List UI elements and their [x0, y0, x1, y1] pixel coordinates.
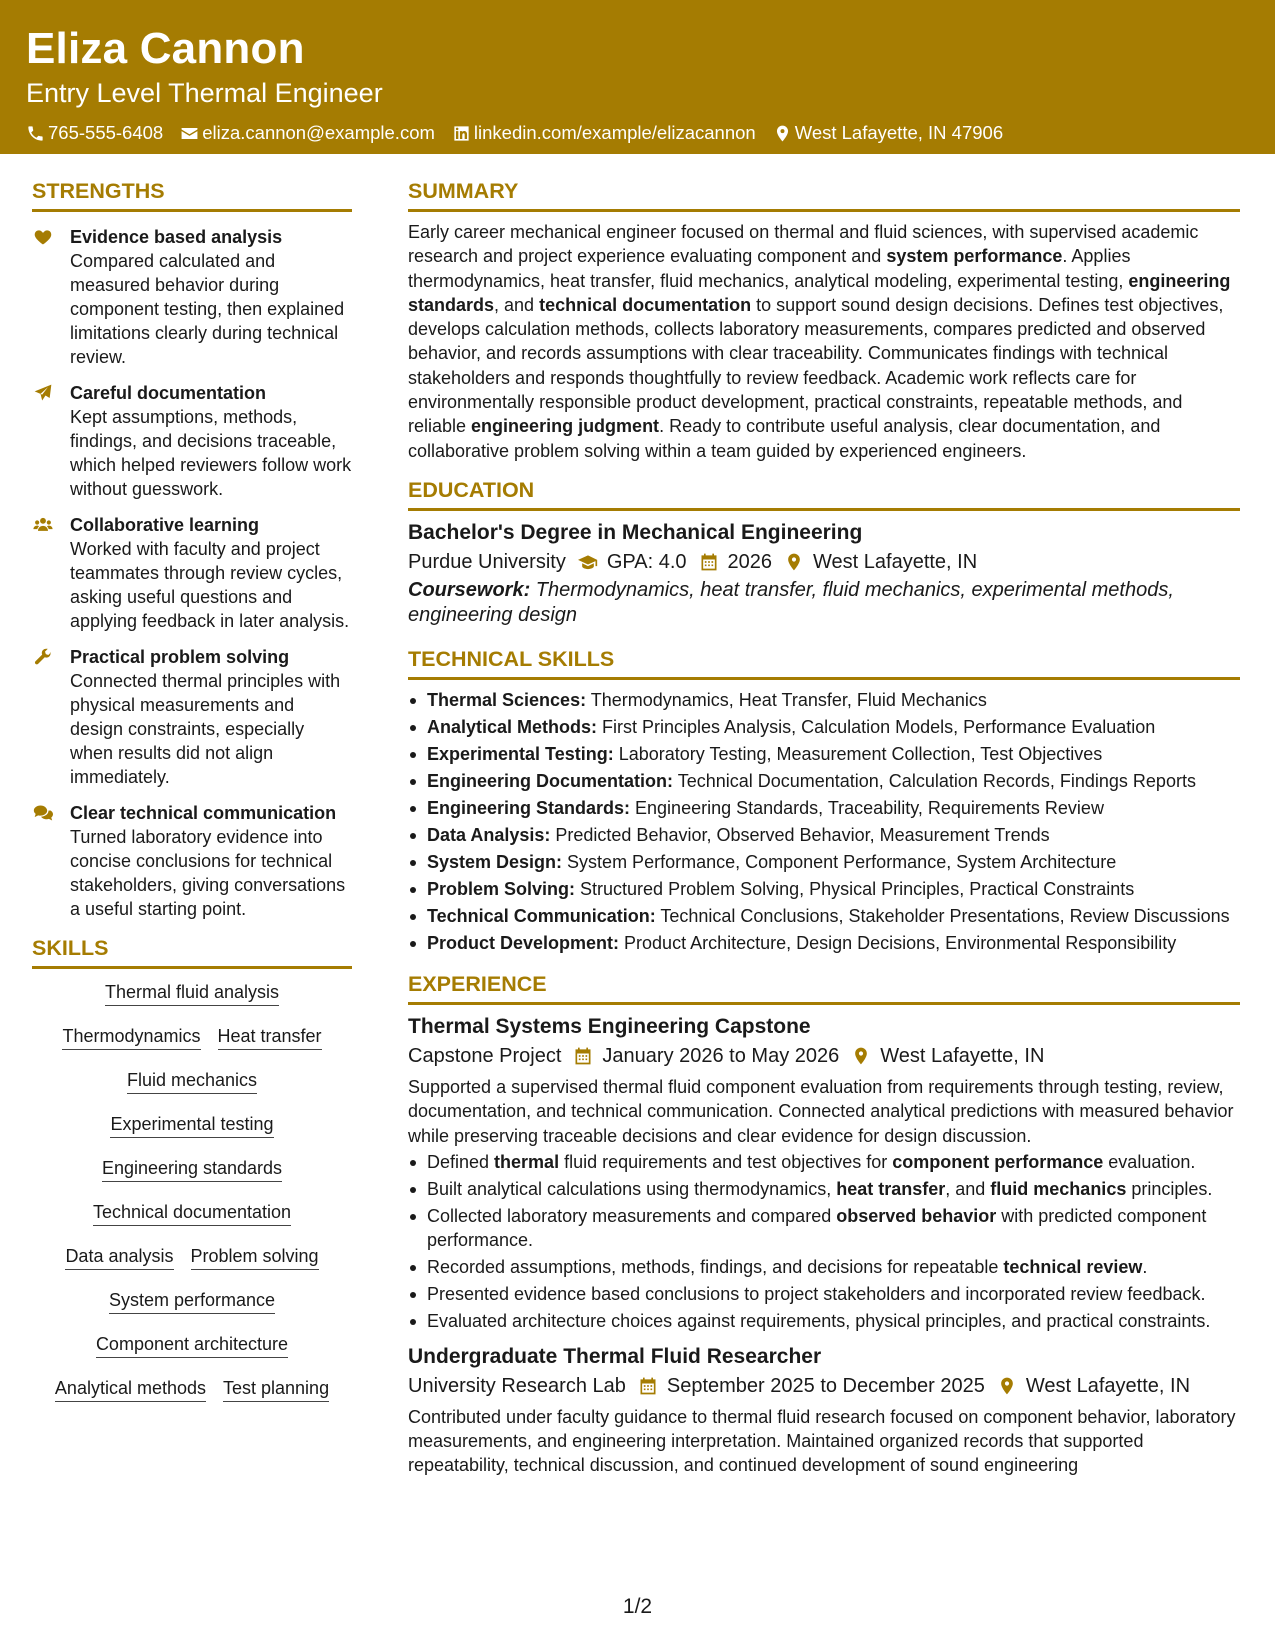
skills-heading: SKILLS [32, 933, 352, 969]
technical-skill-item [408, 850, 1240, 874]
job-dates-wrap [573, 1041, 839, 1071]
text-segment: , and [945, 1178, 991, 1199]
skill-tag: Experimental testing [110, 1113, 273, 1138]
wrench-icon [32, 647, 54, 667]
skill-row [32, 1245, 352, 1270]
text-segment: evaluation. [1103, 1151, 1196, 1172]
job-bullet [408, 1309, 1240, 1333]
strength-item [32, 645, 352, 789]
contact-linkedin[interactable] [452, 122, 756, 144]
summary-heading: SUMMARY [408, 176, 1240, 212]
job-meta [408, 1041, 1240, 1071]
strength-description: Kept assumptions, methods, findings, and decisions traceable, which helped reviewers follow work without guesswork. [70, 407, 352, 499]
skill-values: Thermodynamics, Heat Transfer, Fluid Mechanics [586, 689, 987, 710]
skill-tag: Heat transfer [218, 1025, 322, 1050]
skill-values: System Performance, Component Performance, System Architecture [562, 851, 1117, 872]
technical-skill-item [408, 769, 1240, 793]
experience-section [408, 969, 1240, 1478]
skill-values: Technical Conclusions, Stakeholder Presentations, Review Discussions [655, 905, 1230, 926]
skill-row [32, 1025, 352, 1050]
strength-item [32, 381, 352, 501]
skill-category: Technical Communication: [427, 905, 656, 926]
job-location-wrap [851, 1041, 1044, 1071]
job-dates-wrap [638, 1371, 985, 1401]
job-title: Undergraduate Thermal Fluid Researcher [408, 1344, 822, 1368]
experience-heading: EXPERIENCE [408, 969, 1240, 1005]
technical-skill-item [408, 931, 1240, 955]
job-bullet [408, 1255, 1240, 1279]
skills-tags [32, 981, 352, 1402]
candidate-name: Eliza Cannon [26, 24, 305, 73]
experience-list [408, 1013, 1240, 1478]
calendar-icon [699, 552, 719, 572]
skill-tag: Problem solving [191, 1245, 319, 1270]
text-segment: principles. [1126, 1178, 1213, 1199]
phone-text: 765-555-6408 [48, 122, 164, 143]
summary-text [408, 220, 1240, 463]
bold-text: engineering standards [408, 270, 1231, 315]
skill-values: First Principles Analysis, Calculation Models, Performance Evaluation [597, 716, 1156, 737]
calendar-icon [638, 1376, 658, 1396]
skill-values: Laboratory Testing, Measurement Collection, Test Objectives [613, 743, 1103, 764]
bold-text: observed behavior [836, 1205, 997, 1226]
skill-tag: Technical documentation [93, 1201, 291, 1226]
skill-category: Experimental Testing: [427, 743, 614, 764]
text-segment: Evaluated architecture choices against requirements, physical principles, and practical constraints. [427, 1310, 1211, 1331]
job-dates: January 2026 to May 2026 [602, 1044, 840, 1067]
skill-row [32, 1289, 352, 1314]
map-pin-icon [997, 1376, 1017, 1396]
skill-row [32, 1201, 352, 1226]
technical-skill-item [408, 904, 1240, 928]
skill-row [32, 1157, 352, 1182]
strength-heading: Practical problem solving [70, 647, 290, 667]
skill-row [32, 1333, 352, 1358]
job-bullets [408, 1150, 1240, 1333]
skill-tag: Fluid mechanics [127, 1069, 257, 1094]
text-segment: fluid requirements and test objectives for [559, 1151, 893, 1172]
skill-category: Analytical Methods: [427, 716, 598, 737]
text-segment: Recorded assumptions, methods, findings, and decisions for repeatable [427, 1256, 1004, 1277]
technical-skill-item [408, 715, 1240, 739]
experience-entry [408, 1013, 1240, 1333]
coursework [408, 578, 1240, 628]
job-meta [408, 1371, 1240, 1401]
job-bullet [408, 1282, 1240, 1306]
gpa-text: GPA: 4.0 [606, 550, 687, 573]
calendar-icon [573, 1046, 593, 1066]
bold-text: technical review [1003, 1256, 1143, 1277]
skill-row [32, 1377, 352, 1402]
job-bullet [408, 1150, 1240, 1174]
text-segment: . Ready to contribute useful analysis, clear documentation, and collaborative problem solving within a team guided by experienced engineers. [408, 416, 1161, 461]
technical-skill-item [408, 796, 1240, 820]
contact-email[interactable] [180, 122, 435, 144]
email-link[interactable]: eliza.cannon@example.com [202, 122, 435, 143]
users-icon [32, 515, 54, 535]
skill-category: Engineering Standards: [427, 797, 631, 818]
map-pin-icon [851, 1046, 871, 1066]
skill-tag: Thermal fluid analysis [105, 981, 279, 1006]
coursework-label: Coursework: [408, 578, 531, 601]
technical-skill-item [408, 823, 1240, 847]
experience-entry [408, 1343, 1240, 1478]
contact-bar [26, 122, 1275, 144]
strength-item [32, 513, 352, 633]
skill-tag: Analytical methods [55, 1377, 206, 1402]
text-segment: Built analytical calculations using thermodynamics, [427, 1178, 837, 1199]
job-description: Contributed under faculty guidance to thermal fluid research focused on component behavior, laboratory measurements, and engineering interpretation. Maintained organized records that supported repeatability, technical discussion, and continued development of sound engineering [408, 1406, 1236, 1476]
bold-text: engineering judgment [471, 416, 660, 437]
job-location: West Lafayette, IN [1025, 1374, 1191, 1397]
job-bullet [408, 1177, 1240, 1201]
strength-item [32, 801, 352, 921]
job-location: West Lafayette, IN [880, 1044, 1045, 1067]
skill-values: Engineering Standards, Traceability, Requirements Review [630, 797, 1104, 818]
text-segment: . Applies thermodynamics, heat transfer, fluid mechanics, analytical modeling, experimental testing, [408, 246, 1131, 291]
school-name: Purdue University [408, 550, 566, 573]
job-title: Thermal Systems Engineering Capstone [408, 1014, 811, 1038]
education-meta [408, 547, 1240, 577]
job-location-wrap [997, 1371, 1190, 1401]
coursework-list: Thermodynamics, heat transfer, fluid mechanics, experimental methods, engineering design [408, 578, 1174, 626]
skill-category: Thermal Sciences: [427, 689, 587, 710]
skill-tag: Data analysis [65, 1245, 173, 1270]
graduation-year: 2026 [727, 550, 773, 573]
strength-heading: Clear technical communication [70, 803, 337, 823]
bold-text: heat transfer [836, 1178, 946, 1199]
skill-category: Problem Solving: [427, 878, 576, 899]
bold-text: fluid mechanics [990, 1178, 1127, 1199]
job-organization: University Research Lab [408, 1374, 626, 1397]
degree-title: Bachelor's Degree in Mechanical Engineering [408, 520, 863, 544]
envelope-icon [180, 124, 199, 143]
text-segment: with predicted component performance. [427, 1205, 1207, 1250]
bold-text: component performance [892, 1151, 1104, 1172]
technical-skill-item [408, 877, 1240, 901]
linkedin-link[interactable]: linkedin.com/example/elizacannon [473, 122, 756, 143]
job-dates: September 2025 to December 2025 [666, 1374, 985, 1397]
resume-header [0, 0, 1275, 154]
heart-icon [32, 227, 54, 247]
map-pin-icon [773, 124, 792, 143]
phone-icon [26, 124, 45, 143]
technical-skills-heading: TECHNICAL SKILLS [408, 644, 1240, 680]
strength-description: Compared calculated and measured behavior during component testing, then explained limitations clearly during technical review. [70, 251, 345, 367]
skill-values: Product Architecture, Design Decisions, Environmental Responsibility [619, 932, 1177, 953]
strengths-heading: STRENGTHS [32, 176, 352, 212]
skill-category: Data Analysis: [427, 824, 551, 845]
location-text: West Lafayette, IN 47906 [794, 122, 1004, 143]
linkedin-icon [452, 124, 471, 143]
contact-location [773, 122, 1003, 144]
skill-tag: Thermodynamics [62, 1025, 200, 1050]
paper-plane-icon [32, 383, 54, 403]
skill-values: Predicted Behavior, Observed Behavior, Measurement Trends [550, 824, 1050, 845]
school-location: West Lafayette, IN [813, 550, 978, 573]
graduation-cap-icon [578, 552, 598, 572]
bold-text: system performance [886, 246, 1063, 267]
right-column [408, 176, 1240, 1478]
bold-text: technical documentation [539, 294, 752, 315]
skill-category: System Design: [427, 851, 563, 872]
text-segment: . [1142, 1256, 1148, 1277]
strengths-list [32, 225, 352, 921]
technical-skill-item [408, 688, 1240, 712]
skill-row [32, 981, 352, 1006]
strength-heading: Evidence based analysis [70, 227, 283, 247]
technical-skill-item [408, 742, 1240, 766]
candidate-title: Entry Level Thermal Engineer [26, 78, 383, 108]
text-segment: Early career mechanical engineer focused on thermal and fluid sciences, with supervised academic research and project experience evaluating component and [408, 222, 1199, 267]
skill-category: Engineering Documentation: [427, 770, 674, 791]
strength-heading: Collaborative learning [70, 515, 260, 535]
skill-row [32, 1113, 352, 1138]
comments-icon [32, 803, 54, 823]
technical-skills-section [408, 644, 1240, 955]
bold-text: thermal [494, 1151, 560, 1172]
page-number: 1/2 [622, 1595, 653, 1618]
skill-values: Structured Problem Solving, Physical Principles, Practical Constraints [575, 878, 1135, 899]
education-section [408, 475, 1240, 628]
text-segment: Collected laboratory measurements and compared [427, 1205, 837, 1226]
strength-description: Worked with faculty and project teammates through review cycles, asking useful questions and applying feedback in later analysis. [70, 539, 350, 631]
text-segment: to support sound design decisions. Defines test objectives, develops calculation methods, collects laboratory measurements, compares predicted and observed behavior, and records assumptions with clear traceability. Communicates findings with technical stakeholders and responds thoughtfully to review feedback. Academic work reflects care for environmentally responsible product development, practical constraints, repeatable methods, and reliable [408, 294, 1224, 437]
education-heading: EDUCATION [408, 475, 1240, 511]
job-bullet [408, 1204, 1240, 1252]
skill-tag: System performance [109, 1289, 275, 1314]
skill-values: Technical Documentation, Calculation Records, Findings Reports [673, 770, 1196, 791]
map-pin-icon [784, 552, 804, 572]
job-organization: Capstone Project [408, 1044, 562, 1067]
strength-description: Connected thermal principles with physical measurements and design constraints, especially when results did not align immediately. [70, 671, 341, 787]
skill-tag: Test planning [223, 1377, 329, 1402]
skill-category: Product Development: [427, 932, 620, 953]
skill-row [32, 1069, 352, 1094]
text-segment: Presented evidence based conclusions to project stakeholders and incorporated review feedback. [427, 1283, 1206, 1304]
job-description: Supported a supervised thermal fluid component evaluation from requirements through testing, review, documentation, and technical communication. Connected analytical predictions with measured behavior while preserving traceable decisions and clear evidence for design discussion. [408, 1076, 1234, 1146]
left-column [32, 176, 352, 1421]
skill-tag: Engineering standards [102, 1157, 282, 1182]
text-segment: Defined [427, 1151, 495, 1172]
strength-item [32, 225, 352, 369]
strength-description: Turned laboratory evidence into concise conclusions for technical stakeholders, giving conversations a useful starting point. [70, 827, 346, 919]
skill-tag: Component architecture [96, 1333, 288, 1358]
strength-heading: Careful documentation [70, 383, 267, 403]
text-segment: , and [494, 294, 540, 315]
contact-phone [26, 122, 163, 144]
technical-skills-list [408, 688, 1240, 955]
